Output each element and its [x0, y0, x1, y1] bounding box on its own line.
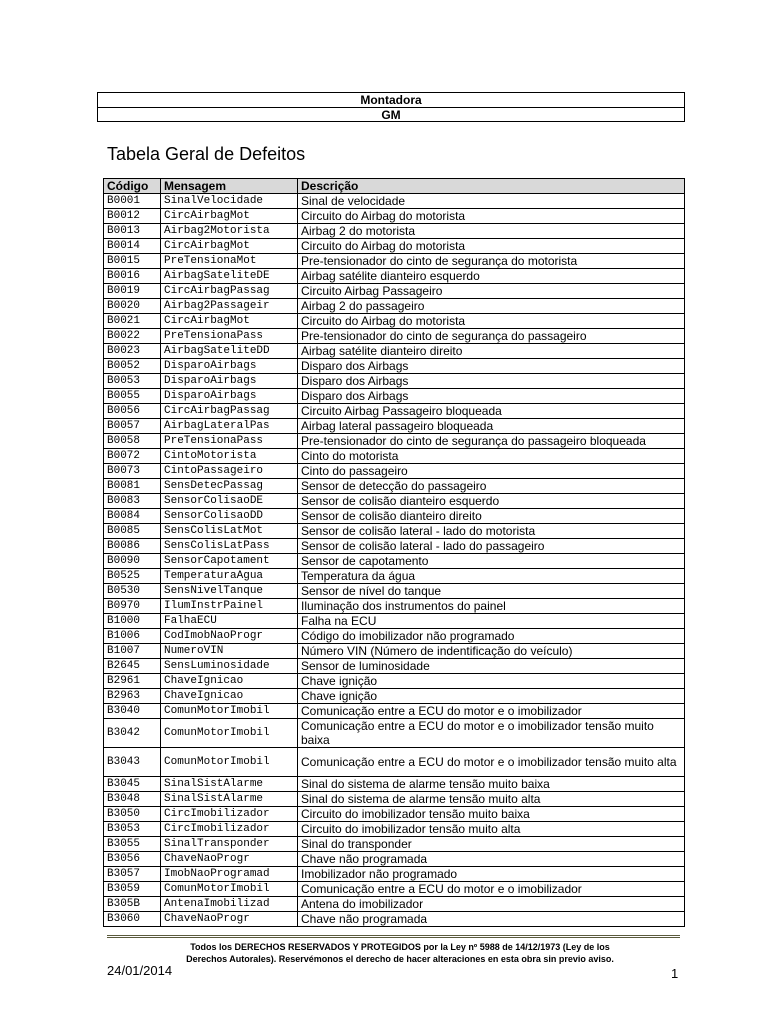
defect-code-cell: B0001 [104, 194, 161, 209]
manufacturer-label: Montadora [98, 93, 684, 108]
defect-description-cell: Imobilizador não programado [298, 867, 685, 882]
defect-code-cell: B1007 [104, 644, 161, 659]
defect-message-cell: SinalSistAlarme [161, 792, 298, 807]
defects-table [103, 178, 685, 927]
copyright-notice [150, 941, 650, 965]
defect-code-cell: B0016 [104, 269, 161, 284]
defect-description-cell: Sensor de detecção do passageiro [298, 479, 685, 494]
defect-message-cell: ChaveIgnicao [161, 674, 298, 689]
table-row [104, 719, 685, 748]
defect-description-cell: Circuito do Airbag do motorista [298, 314, 685, 329]
defect-code-cell: B0072 [104, 449, 161, 464]
defect-code-cell: B3057 [104, 867, 161, 882]
table-row [104, 792, 685, 807]
defect-message-cell: PreTensionaPass [161, 329, 298, 344]
defect-message-cell: ChaveIgnicao [161, 689, 298, 704]
table-row [104, 374, 685, 389]
defect-message-cell: FalhaECU [161, 614, 298, 629]
table-row [104, 599, 685, 614]
table-row [104, 389, 685, 404]
table-row [104, 269, 685, 284]
defect-code-cell: B0020 [104, 299, 161, 314]
table-row [104, 852, 685, 867]
defect-description-cell: Iluminação dos instrumentos do painel [298, 599, 685, 614]
defect-message-cell: SinalSistAlarme [161, 777, 298, 792]
defect-message-cell: SensNivelTanque [161, 584, 298, 599]
defect-description-cell: Temperatura da água [298, 569, 685, 584]
defect-description-cell: Sinal de velocidade [298, 194, 685, 209]
defect-message-cell: ChaveNaoProgr [161, 852, 298, 867]
defect-code-cell: B0055 [104, 389, 161, 404]
defect-description-cell: Falha na ECU [298, 614, 685, 629]
defect-code-cell: B2963 [104, 689, 161, 704]
defect-code-cell: B1006 [104, 629, 161, 644]
defect-description-cell: Sinal do sistema de alarme tensão muito alta [298, 792, 685, 807]
defect-description-cell: Chave ignição [298, 689, 685, 704]
defect-code-cell: B0021 [104, 314, 161, 329]
table-row [104, 299, 685, 314]
table-row [104, 659, 685, 674]
defect-code-cell: B3053 [104, 822, 161, 837]
defect-description-cell: Sensor de nível do tanque [298, 584, 685, 599]
table-row [104, 509, 685, 524]
table-row [104, 329, 685, 344]
defect-message-cell: CintoPassageiro [161, 464, 298, 479]
defect-code-cell: B0525 [104, 569, 161, 584]
defect-description-cell: Chave não programada [298, 852, 685, 867]
defect-code-cell: B0530 [104, 584, 161, 599]
defect-message-cell: AirbagSateliteDE [161, 269, 298, 284]
table-row [104, 614, 685, 629]
defect-description-cell: Chave ignição [298, 674, 685, 689]
table-row [104, 674, 685, 689]
defect-description-cell: Comunicação entre a ECU do motor e o imobilizador tensão muito alta [298, 748, 685, 777]
defect-code-cell: B0015 [104, 254, 161, 269]
table-body [104, 194, 685, 927]
defect-message-cell: TemperaturaAgua [161, 569, 298, 584]
defect-description-cell: Código do imobilizador não programado [298, 629, 685, 644]
defect-message-cell: PreTensionaMot [161, 254, 298, 269]
page-title: Tabela Geral de Defeitos [107, 144, 306, 164]
defect-code-cell: B3050 [104, 807, 161, 822]
defect-message-cell: SensColisLatPass [161, 539, 298, 554]
defect-code-cell: B1000 [104, 614, 161, 629]
defect-description-cell: Circuito do imobilizador tensão muito baixa [298, 807, 685, 822]
table-row [104, 434, 685, 449]
defect-description-cell: Sensor de colisão dianteiro direito [298, 509, 685, 524]
table-row [104, 419, 685, 434]
defect-description-cell: Comunicação entre a ECU do motor e o imobilizador [298, 704, 685, 719]
table-row [104, 882, 685, 897]
defect-message-cell: AirbagLateralPas [161, 419, 298, 434]
defect-message-cell: ComunMotorImobil [161, 748, 298, 777]
table-row [104, 479, 685, 494]
copyright-line-1: Todos los DERECHOS RESERVADOS Y PROTEGIDOS por la Ley nº 5988 de 14/12/1973 (Ley de los [190, 942, 610, 952]
footer-date: 24/01/2014 [107, 963, 173, 978]
table-row [104, 449, 685, 464]
defect-message-cell: SinalVelocidade [161, 194, 298, 209]
defect-description-cell: Sensor de colisão lateral - lado do motorista [298, 524, 685, 539]
table-row [104, 822, 685, 837]
defect-code-cell: B0086 [104, 539, 161, 554]
table-row [104, 569, 685, 584]
defect-code-cell: B3060 [104, 912, 161, 927]
defect-description-cell: Circuito Airbag Passageiro bloqueada [298, 404, 685, 419]
defect-message-cell: SensColisLatMot [161, 524, 298, 539]
defect-description-cell: Sensor de colisão lateral - lado do passageiro [298, 539, 685, 554]
defect-description-cell: Circuito do imobilizador tensão muito alta [298, 822, 685, 837]
defect-message-cell: IlumInstrPainel [161, 599, 298, 614]
defect-code-cell: B0085 [104, 524, 161, 539]
defect-message-cell: CircAirbagMot [161, 209, 298, 224]
defect-description-cell: Sinal do sistema de alarme tensão muito baixa [298, 777, 685, 792]
table-row [104, 209, 685, 224]
defect-message-cell: ComunMotorImobil [161, 719, 298, 748]
table-row [104, 689, 685, 704]
defect-message-cell: Airbag2Passageir [161, 299, 298, 314]
defect-code-cell: B0058 [104, 434, 161, 449]
table-row [104, 777, 685, 792]
defect-code-cell: B2961 [104, 674, 161, 689]
defect-message-cell: SensorCapotament [161, 554, 298, 569]
defect-description-cell: Sinal do transponder [298, 837, 685, 852]
defect-code-cell: B0019 [104, 284, 161, 299]
defect-description-cell: Disparo dos Airbags [298, 389, 685, 404]
defect-message-cell: DisparoAirbags [161, 374, 298, 389]
column-header-description: Descrição [298, 179, 685, 194]
column-header-code: Código [104, 179, 161, 194]
defect-description-cell: Circuito Airbag Passageiro [298, 284, 685, 299]
defect-description-cell: Comunicação entre a ECU do motor e o imobilizador tensão muito baixa [298, 719, 685, 748]
defect-code-cell: B3055 [104, 837, 161, 852]
defect-message-cell: AntenaImobilizad [161, 897, 298, 912]
defect-description-cell: Antena do imobilizador [298, 897, 685, 912]
defect-code-cell: B0970 [104, 599, 161, 614]
defect-code-cell: B3059 [104, 882, 161, 897]
defect-message-cell: DisparoAirbags [161, 359, 298, 374]
defect-code-cell: B0056 [104, 404, 161, 419]
defect-code-cell: B0073 [104, 464, 161, 479]
defect-message-cell: Airbag2Motorista [161, 224, 298, 239]
defect-message-cell: ChaveNaoProgr [161, 912, 298, 927]
defect-message-cell: ComunMotorImobil [161, 704, 298, 719]
defect-message-cell: DisparoAirbags [161, 389, 298, 404]
copyright-line-2: Derechos Autorales). Reservémonos el derecho de hacer alteraciones en esta obra sin previo aviso. [186, 954, 614, 964]
defect-code-cell: B0022 [104, 329, 161, 344]
defect-description-cell: Disparo dos Airbags [298, 374, 685, 389]
defect-message-cell: CircImobilizador [161, 822, 298, 837]
defect-description-cell: Pre-tensionador do cinto de segurança do passageiro bloqueada [298, 434, 685, 449]
defect-code-cell: B3040 [104, 704, 161, 719]
table-header-row [104, 179, 685, 194]
defect-code-cell: B0090 [104, 554, 161, 569]
defect-message-cell: CircAirbagPassag [161, 284, 298, 299]
defect-message-cell: CircAirbagMot [161, 239, 298, 254]
table-row [104, 867, 685, 882]
table-row [104, 314, 685, 329]
manufacturer-value: GM [381, 108, 401, 122]
defect-message-cell: CircImobilizador [161, 807, 298, 822]
table-row [104, 359, 685, 374]
defect-message-cell: PreTensionaPass [161, 434, 298, 449]
defect-description-cell: Sensor de colisão dianteiro esquerdo [298, 494, 685, 509]
defect-code-cell: B305B [104, 897, 161, 912]
defect-message-cell: CircAirbagPassag [161, 404, 298, 419]
defect-description-cell: Airbag 2 do motorista [298, 224, 685, 239]
defect-message-cell: NumeroVIN [161, 644, 298, 659]
defect-code-cell: B3048 [104, 792, 161, 807]
footer-divider [107, 935, 680, 938]
table-row [104, 224, 685, 239]
table-row [104, 644, 685, 659]
table-row [104, 524, 685, 539]
defect-code-cell: B0081 [104, 479, 161, 494]
defect-description-cell: Pre-tensionador do cinto de segurança do passageiro [298, 329, 685, 344]
defect-code-cell: B3045 [104, 777, 161, 792]
table-row [104, 704, 685, 719]
defect-description-cell: Circuito do Airbag do motorista [298, 209, 685, 224]
table-row [104, 837, 685, 852]
defect-description-cell: Pre-tensionador do cinto de segurança do motorista [298, 254, 685, 269]
defect-message-cell: CodImobNaoProgr [161, 629, 298, 644]
defect-message-cell: CintoMotorista [161, 449, 298, 464]
defect-message-cell: ComunMotorImobil [161, 882, 298, 897]
defect-message-cell: SinalTransponder [161, 837, 298, 852]
defect-code-cell: B0083 [104, 494, 161, 509]
table-row [104, 494, 685, 509]
defect-message-cell: CircAirbagMot [161, 314, 298, 329]
defect-description-cell: Sensor de capotamento [298, 554, 685, 569]
defect-code-cell: B0014 [104, 239, 161, 254]
defect-description-cell: Chave não programada [298, 912, 685, 927]
table-row [104, 239, 685, 254]
table-row [104, 284, 685, 299]
table-row [104, 554, 685, 569]
table-row [104, 584, 685, 599]
table-row [104, 807, 685, 822]
defect-message-cell: SensDetecPassag [161, 479, 298, 494]
defect-message-cell: ImobNaoProgramad [161, 867, 298, 882]
defect-description-cell: Número VIN (Número de indentificação do veículo) [298, 644, 685, 659]
defect-code-cell: B2645 [104, 659, 161, 674]
defect-code-cell: B3042 [104, 719, 161, 748]
defect-description-cell: Disparo dos Airbags [298, 359, 685, 374]
defect-message-cell: SensorColisaoDE [161, 494, 298, 509]
table-row [104, 194, 685, 209]
table-row [104, 912, 685, 927]
defect-description-cell: Airbag lateral passageiro bloqueada [298, 419, 685, 434]
table-row [104, 254, 685, 269]
defect-code-cell: B3043 [104, 748, 161, 777]
defect-description-cell: Cinto do passageiro [298, 464, 685, 479]
defect-code-cell: B0012 [104, 209, 161, 224]
defect-message-cell: SensorColisaoDD [161, 509, 298, 524]
page-number: 1 [671, 966, 679, 981]
defect-message-cell: AirbagSateliteDD [161, 344, 298, 359]
defect-message-cell: SensLuminosidade [161, 659, 298, 674]
defect-code-cell: B0053 [104, 374, 161, 389]
defect-description-cell: Airbag satélite dianteiro direito [298, 344, 685, 359]
table-row [104, 404, 685, 419]
table-row [104, 629, 685, 644]
defect-description-cell: Airbag 2 do passageiro [298, 299, 685, 314]
table-row [104, 464, 685, 479]
table-row [104, 539, 685, 554]
table-row [104, 344, 685, 359]
defect-description-cell: Sensor de luminosidade [298, 659, 685, 674]
defect-code-cell: B0084 [104, 509, 161, 524]
defect-description-cell: Airbag satélite dianteiro esquerdo [298, 269, 685, 284]
defect-code-cell: B0052 [104, 359, 161, 374]
defect-description-cell: Cinto do motorista [298, 449, 685, 464]
table-row [104, 748, 685, 777]
defect-code-cell: B0057 [104, 419, 161, 434]
column-header-message: Mensagem [161, 179, 298, 194]
defect-code-cell: B0013 [104, 224, 161, 239]
defect-code-cell: B0023 [104, 344, 161, 359]
defect-code-cell: B3056 [104, 852, 161, 867]
defect-description-cell: Comunicação entre a ECU do motor e o imobilizador [298, 882, 685, 897]
table-row [104, 897, 685, 912]
defect-description-cell: Circuito do Airbag do motorista [298, 239, 685, 254]
manufacturer-header [97, 92, 685, 122]
